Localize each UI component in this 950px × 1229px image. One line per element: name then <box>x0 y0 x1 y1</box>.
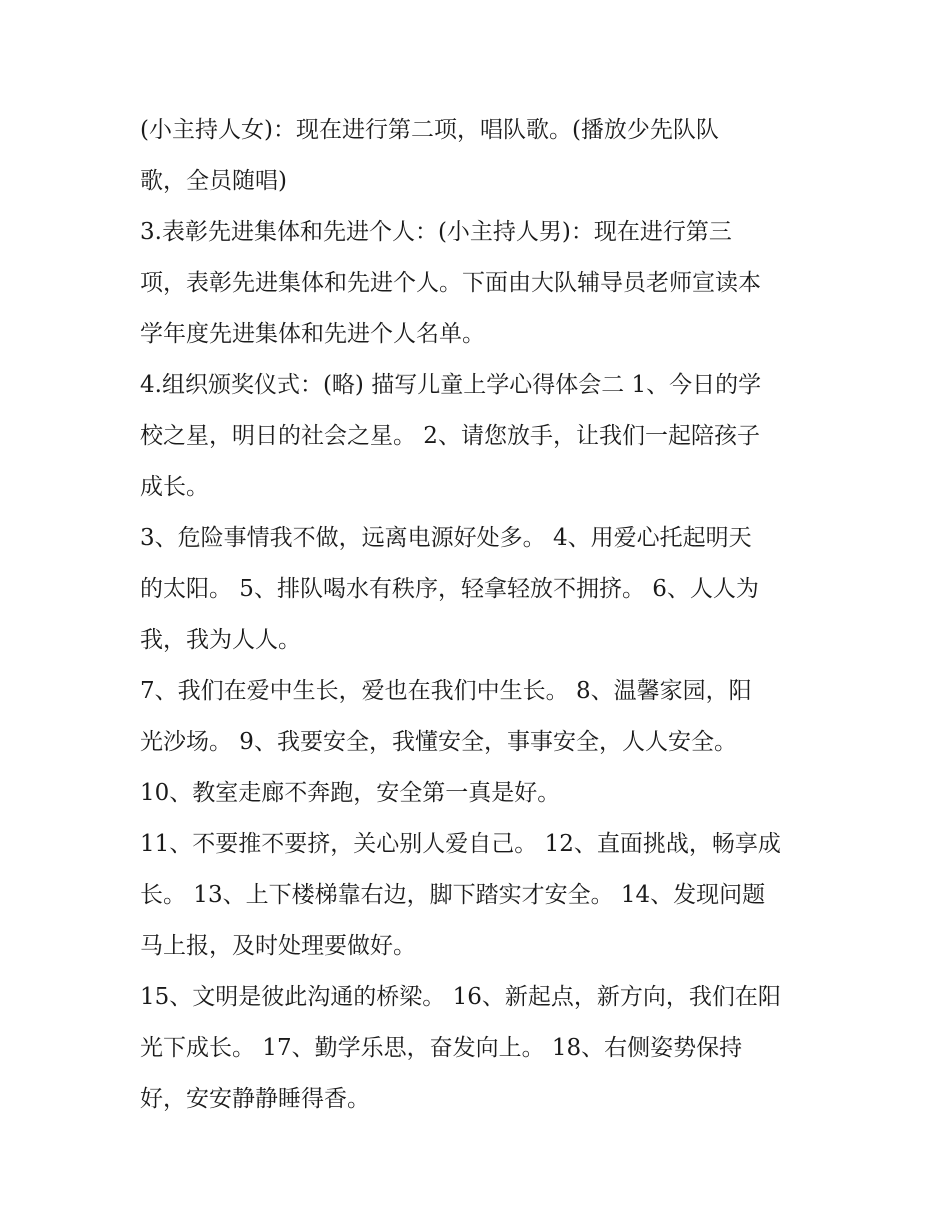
text-line: 好，安安静静睡得香。 <box>140 1086 370 1112</box>
text-line: 15、文明是彼此沟通的桥梁。 16、新起点，新方向，我们在阳 <box>140 984 781 1010</box>
text-line: 4.组织颁奖仪式：(略) 描写儿童上学心得体会二 1、今日的学 <box>140 372 762 398</box>
text-line: 11、不要推不要挤，关心别人爱自己。 12、直面挑战，畅享成 <box>140 831 781 857</box>
text-line: 10、教室走廊不奔跑，安全第一真是好。 <box>140 780 561 806</box>
text-line: 学年度先进集体和先进个人名单。 <box>140 321 485 347</box>
text-line: 我，我为人人。 <box>140 627 301 653</box>
text-line: 的太阳。 5、排队喝水有秩序，轻拿轻放不拥挤。 6、人人为 <box>140 576 759 602</box>
text-line: 3.表彰先进集体和先进个人：(小主持人男)：现在进行第三 <box>140 219 732 245</box>
text-line: 校之星，明日的社会之星。 2、请您放手，让我们一起陪孩子 <box>140 423 760 449</box>
text-line: 项，表彰先进集体和先进个人。下面由大队辅导员老师宣读本 <box>140 270 761 296</box>
text-line: 马上报，及时处理要做好。 <box>140 933 416 959</box>
text-line: 成长。 <box>140 474 209 500</box>
text-line: 光沙场。 9、我要安全，我懂安全，事事安全，人人安全。 <box>140 729 737 755</box>
document-body <box>140 105 820 1125</box>
text-line: (小主持人女)：现在进行第二项，唱队歌。(播放少先队队 <box>140 117 719 143</box>
text-line: 3、危险事情我不做，远离电源好处多。 4、用爱心托起明天 <box>140 525 752 551</box>
text-line: 光下成长。 17、勤学乐思，奋发向上。 18、右侧姿势保持 <box>140 1035 743 1061</box>
text-line: 7、我们在爱中生长，爱也在我们中生长。 8、温馨家园，阳 <box>140 678 752 704</box>
text-line: 长。 13、上下楼梯靠右边，脚下踏实才安全。 14、发现问题 <box>140 882 766 908</box>
text-line: 歌，全员随唱) <box>140 168 287 194</box>
